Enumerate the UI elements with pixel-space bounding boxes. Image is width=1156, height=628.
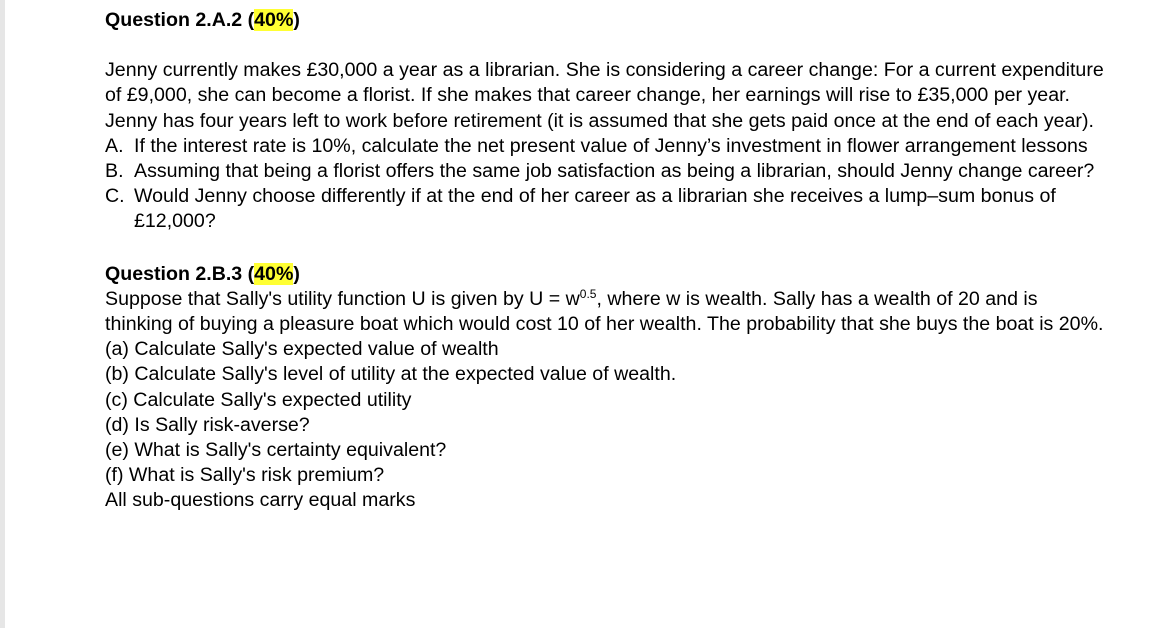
question-2a2-intro: Jenny currently makes £30,000 a year as a librarian. She is considering a career change: For a current expenditure of £9,000, she can become a florist. If she makes that career change, her earnings will rise to £35,000 per year. Jenny has four years left to work before retirement (it is assumed that she gets paid once at the end of each year). [105, 59, 1104, 132]
question-2a2-heading [105, 8, 1105, 33]
list-marker: C. [105, 185, 125, 208]
sub-question: (a) Calculate Sally's expected value of wealth [105, 338, 499, 361]
question-2a2-title-close: ) [293, 9, 300, 31]
page-edge [0, 0, 5, 628]
list-marker: B. [105, 160, 124, 183]
list-item-text: Would Jenny choose differently if at the end of her career as a librarian she receives a lump–sum bonus of £12,000? [134, 185, 1056, 233]
sub-question: (f) What is Sally's risk premium? [105, 464, 385, 487]
list-item [105, 184, 1105, 234]
list-item [105, 159, 1105, 184]
question-2b3-title: Question 2.B.3 ( [105, 262, 255, 285]
question-2a2-parts [105, 134, 1105, 235]
exponent: 0.5 [579, 286, 597, 301]
question-2b3-heading [105, 262, 1105, 287]
document-page [105, 8, 1105, 514]
list-item-text: Assuming that being a florist offers the same job satisfaction as being a librarian, should Jenny change career? [134, 160, 1095, 183]
list-item [105, 134, 1105, 159]
list-marker: A. [105, 134, 124, 157]
marks-note: All sub-questions carry equal marks [105, 489, 416, 512]
question-2b3-intro: Suppose that Sally's utility function U is given by $U = w^{0.5}$, where w is wealth. Sally has a wealth of 20 and is thinking of buying a pleasure boat which would cost 10 of her wealth. The probability that she buys the boat is 20%. [105, 286, 1104, 336]
question-2b3-title-close: ) [293, 262, 300, 285]
question-2a2-title: Question 2.A.2 ( [105, 9, 255, 31]
question-2b3-weight: 40% [254, 262, 294, 285]
sub-question: (e) What is Sally's certainty equivalent? [105, 439, 447, 462]
sub-question: (c) Calculate Sally's expected utility [105, 388, 412, 411]
sub-question: (b) Calculate Sally's level of utility at the expected value of wealth. [105, 363, 677, 386]
sub-question: (d) Is Sally risk-averse? [105, 413, 310, 436]
list-item-text: If the interest rate is 10%, calculate the net present value of Jenny’s investment in flower arrangement lessons [134, 134, 1088, 157]
question-2a2-weight: 40% [254, 9, 294, 31]
